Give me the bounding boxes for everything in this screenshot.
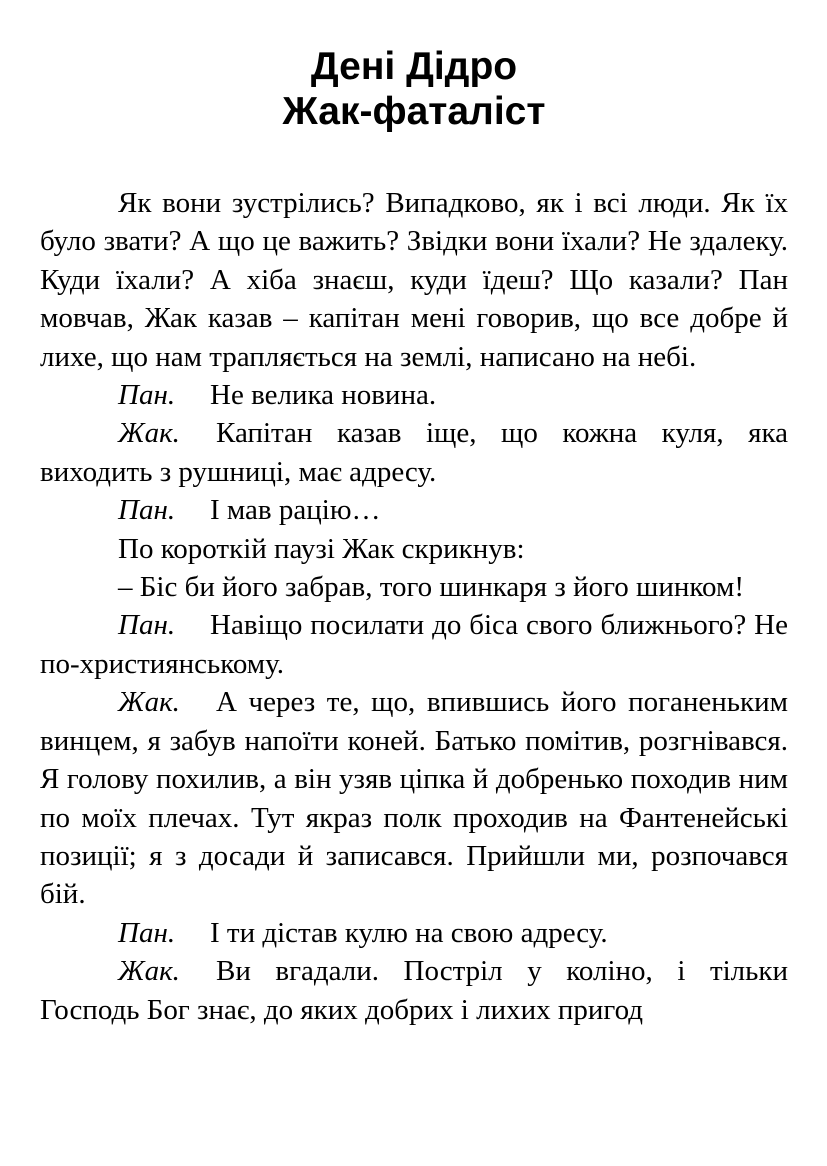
- dialogue-text: Не велика новина.: [210, 379, 437, 412]
- paragraph: [40, 530, 788, 568]
- paragraph-text: По короткій паузі Жак скрикнув:: [118, 532, 525, 565]
- speaker-label: Жак.: [118, 955, 180, 988]
- speaker-label: Пан.: [118, 609, 176, 642]
- dialogue-line: [40, 683, 788, 913]
- paragraph-text: Як вони зустрілись? Випадково, як і всі люди. Як їх було звати? А що це важить? Звідки вони їхали? Не здалеку. Куди їхали? А хіба знаєш, куди їдеш? Що казали? Пан мовчав, Жак казав – капітан мені говорив, що все добре й лихе, що нам трапляється на землі, написано на небі.: [40, 187, 788, 373]
- speaker-label: Пан.: [118, 494, 176, 527]
- dialogue-line: [40, 376, 788, 414]
- dialogue-line: [40, 952, 788, 1029]
- speaker-label: Пан.: [118, 379, 176, 412]
- dialogue-line: [40, 491, 788, 529]
- paragraph: [40, 184, 788, 376]
- speaker-label: Жак.: [118, 686, 180, 719]
- paragraph-text: – Біс би його забрав, того шинкаря з його шинком!: [118, 571, 744, 604]
- paragraph: [40, 568, 788, 606]
- book-title: Жак-фаталіст: [282, 90, 546, 133]
- author-name: Дені Дідро: [310, 45, 518, 88]
- dialogue-line: [40, 414, 788, 491]
- dialogue-text: А через те, що, впившись його поганеньким винцем, я забув напоїти коней. Батько помітив, розгнівався. Я голову похилив, а він узяв ціпка й добренько походив ним по моїх плечах. Тут якраз полк проходив на Фантенейські позиції; я з досади й записався. Прийшли ми, розпочався бій.: [40, 686, 788, 911]
- dialogue-text: Навіщо посилати до біса свого ближнього? Не по-християнському.: [40, 609, 788, 680]
- dialogue-text: І ти дістав кулю на свою адресу.: [210, 916, 608, 949]
- body-text: [40, 184, 788, 1029]
- dialogue-line: [40, 606, 788, 683]
- dialogue-text: Ви вгадали. Постріл у коліно, і тільки Господь Бог знає, до яких добрих і лихих пригод: [40, 955, 788, 1026]
- document-heading: [40, 44, 788, 134]
- dialogue-text: Капітан казав іще, що кожна куля, яка виходить з рушниці, має адресу.: [40, 417, 788, 488]
- speaker-label: Пан.: [118, 916, 176, 949]
- speaker-label: Жак.: [118, 417, 180, 450]
- dialogue-text: І мав рацію…: [210, 494, 381, 527]
- document-page: [40, 44, 788, 1029]
- dialogue-line: [40, 914, 788, 952]
